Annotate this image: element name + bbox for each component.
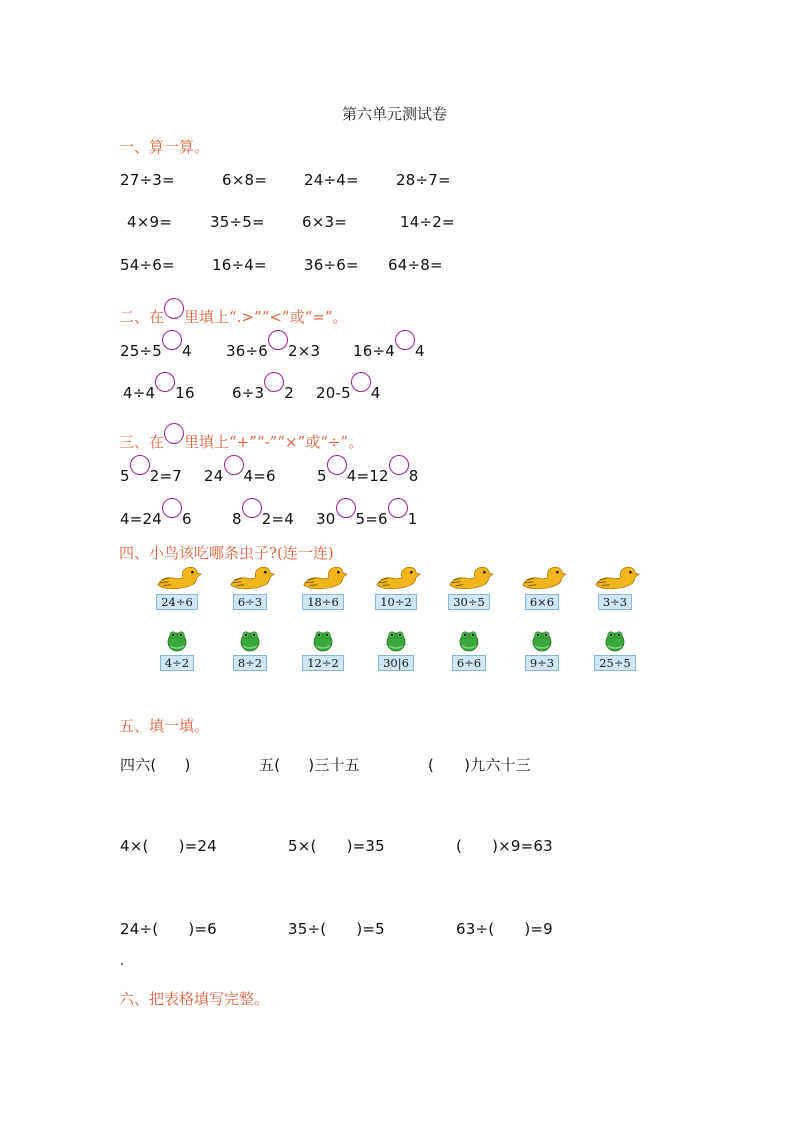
problem: 28÷7= [396, 171, 451, 189]
fill-problem: 五( )三十五 [259, 756, 360, 774]
bird-icon [592, 563, 640, 591]
problem: 64÷8= [388, 256, 443, 274]
bird-card[interactable] [154, 563, 200, 610]
problem: 6×3= [302, 213, 348, 231]
section-4-heading: 四、小鸟该吃哪条虫子?(连一连) [119, 544, 334, 562]
operator-problem: 5 4=12 8 [317, 463, 419, 485]
fill-problem: 四六( ) [120, 756, 191, 774]
bug-icon [603, 628, 627, 652]
stray-mark [121, 963, 123, 965]
problem: 6×8= [222, 171, 268, 189]
bird-card[interactable] [300, 563, 346, 610]
answer-circle[interactable] [242, 498, 262, 518]
bird-card[interactable] [592, 563, 638, 610]
bug-card[interactable] [227, 628, 273, 671]
bug-icon [311, 628, 335, 652]
bug-label: 8÷2 [233, 655, 267, 671]
bird-label: 24÷6 [156, 594, 198, 610]
bird-card[interactable] [227, 563, 273, 610]
bug-icon [530, 628, 554, 652]
problem: 36÷6= [304, 256, 359, 274]
section-2-heading: 二、在 里填上“.>”“<”或“=”。 [119, 298, 348, 327]
answer-circle[interactable] [162, 498, 182, 518]
bird-icon [519, 563, 567, 591]
bug-icon [384, 628, 408, 652]
answer-circle[interactable] [268, 330, 288, 350]
bird-card[interactable] [373, 563, 419, 610]
problem: 4×9= [127, 213, 173, 231]
answer-circle[interactable] [162, 330, 182, 350]
operator-problem: 4=24 6 [120, 506, 192, 528]
answer-circle[interactable] [389, 455, 409, 475]
compare-problem: 6÷3 2 [232, 380, 294, 402]
operator-problem: 30 5=6 1 [316, 506, 418, 528]
bird-icon [227, 563, 275, 591]
answer-circle[interactable] [351, 372, 371, 392]
section-6-heading: 六、把表格填写完整。 [119, 990, 270, 1008]
fill-problem: ( )九六十三 [428, 756, 531, 774]
bird-label: 6÷3 [233, 594, 267, 610]
bird-icon [373, 563, 421, 591]
compare-problem: 36÷6 2×3 [226, 338, 320, 360]
bird-card[interactable] [519, 563, 565, 610]
compare-problem: 25÷5 4 [120, 338, 192, 360]
fill-problem: ( )×9=63 [456, 837, 553, 855]
answer-circle[interactable] [155, 372, 175, 392]
bird-label: 3÷3 [598, 594, 632, 610]
bug-card[interactable] [300, 628, 346, 671]
fill-problem: 63÷( )=9 [456, 920, 553, 938]
answer-circle[interactable] [336, 498, 356, 518]
answer-circle[interactable] [224, 455, 244, 475]
bug-card[interactable] [519, 628, 565, 671]
operator-problem: 8 2=4 [232, 506, 294, 528]
section-1-heading: 一、算一算。 [119, 138, 210, 156]
bug-label: 6÷6 [452, 655, 486, 671]
section-3-heading: 三、在 里填上“+”“-”“×”或“÷”。 [119, 423, 363, 452]
bug-card[interactable] [592, 628, 638, 671]
bug-icon [457, 628, 481, 652]
bird-label: 10÷2 [375, 594, 417, 610]
compare-problem: 20-5 4 [316, 380, 381, 402]
answer-circle[interactable] [395, 330, 415, 350]
bird-card[interactable] [446, 563, 492, 610]
bug-icon [165, 628, 189, 652]
circle-icon [164, 298, 184, 319]
bug-label: 9÷3 [525, 655, 559, 671]
problem: 27÷3= [120, 171, 175, 189]
operator-problem: 5 2=7 [120, 463, 182, 485]
answer-circle[interactable] [327, 455, 347, 475]
bird-label: 18÷6 [302, 594, 344, 610]
fill-problem: 4×( )=24 [120, 837, 217, 855]
answer-circle[interactable] [388, 498, 408, 518]
fill-problem: 24÷( )=6 [120, 920, 217, 938]
operator-problem: 24 4=6 [204, 463, 276, 485]
bug-label: 4÷2 [160, 655, 194, 671]
problem: 35÷5= [210, 213, 265, 231]
bird-label: 30÷5 [448, 594, 490, 610]
bug-card[interactable] [446, 628, 492, 671]
compare-problem: 4÷4 16 [123, 380, 195, 402]
fill-problem: 35÷( )=5 [288, 920, 385, 938]
bug-icon [238, 628, 262, 652]
bird-label: 6×6 [525, 594, 559, 610]
bug-label: 12÷2 [302, 655, 344, 671]
bird-icon [300, 563, 348, 591]
compare-problem: 16÷4 4 [353, 338, 425, 360]
bug-label: 25÷5 [594, 655, 636, 671]
answer-circle[interactable] [130, 455, 150, 475]
problem: 14÷2= [400, 213, 455, 231]
problem: 24÷4= [304, 171, 359, 189]
bird-icon [154, 563, 202, 591]
circle-icon [164, 423, 184, 444]
fill-problem: 5×( )=35 [288, 837, 385, 855]
bug-card[interactable] [154, 628, 200, 671]
section-5-heading: 五、填一填。 [119, 717, 210, 735]
bird-icon [446, 563, 494, 591]
problem: 54÷6= [120, 256, 175, 274]
bug-label: 30|6 [378, 655, 414, 671]
page-title: 第六单元测试卷 [342, 105, 448, 123]
answer-circle[interactable] [264, 372, 284, 392]
bug-card[interactable] [373, 628, 419, 671]
problem: 16÷4= [212, 256, 267, 274]
